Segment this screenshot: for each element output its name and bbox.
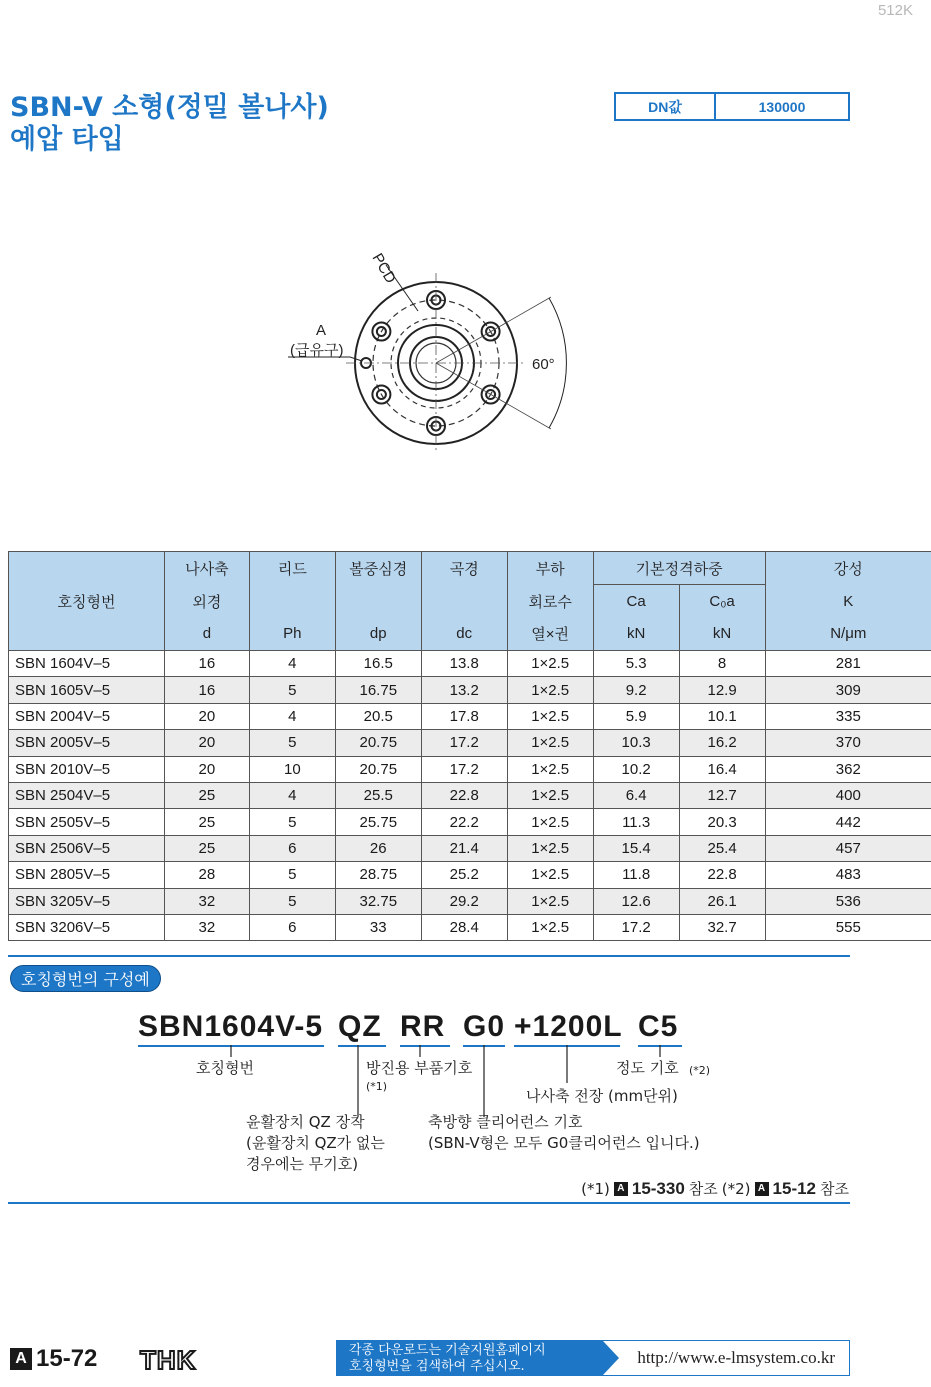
table-cell: 309 xyxy=(765,677,931,703)
cell-model: SBN 1604V–5 xyxy=(9,651,165,677)
table-cell: 1×2.5 xyxy=(507,756,593,782)
table-cell: 4 xyxy=(249,782,335,808)
table-cell: 16 xyxy=(164,677,249,703)
table-cell: 25.4 xyxy=(679,835,765,861)
table-row xyxy=(9,914,931,940)
table-cell: 400 xyxy=(765,782,931,808)
th-shaft-c: d xyxy=(164,618,249,651)
table-cell: 555 xyxy=(765,914,931,940)
cell-model: SBN 2506V–5 xyxy=(9,835,165,861)
th-load-c: 열×권 xyxy=(507,618,593,651)
flange-diagram xyxy=(280,245,600,480)
table-row xyxy=(9,730,931,756)
table-cell: 1×2.5 xyxy=(507,677,593,703)
table-cell: 1×2.5 xyxy=(507,888,593,914)
label-qz xyxy=(246,1112,385,1175)
table-cell: 8 xyxy=(679,651,765,677)
table-cell: 6 xyxy=(249,914,335,940)
th-load-a: 부하 xyxy=(507,552,593,585)
table-cell: 16.5 xyxy=(335,651,421,677)
footnote-divider xyxy=(8,1202,850,1204)
table-cell: 1×2.5 xyxy=(507,703,593,729)
cell-model: SBN 2505V–5 xyxy=(9,809,165,835)
table-cell: 483 xyxy=(765,862,931,888)
table-cell: 26.1 xyxy=(679,888,765,914)
table-cell: 5 xyxy=(249,677,335,703)
section-mark-icon: A xyxy=(10,1348,32,1370)
table-cell: 5 xyxy=(249,809,335,835)
table-cell: 5.3 xyxy=(593,651,679,677)
spec-table-body xyxy=(9,651,931,941)
dn-value-box xyxy=(614,92,850,121)
section-divider xyxy=(8,955,850,957)
table-cell: 457 xyxy=(765,835,931,861)
cell-model: SBN 3205V–5 xyxy=(9,888,165,914)
cell-model: SBN 2005V–5 xyxy=(9,730,165,756)
a-sub-label: (급유구) xyxy=(290,342,344,359)
label-g0-line2: (SBN-V형은 모두 G0클리어런스 입니다.) xyxy=(428,1134,700,1152)
table-cell: 10 xyxy=(249,756,335,782)
label-c5: 정도 기호 xyxy=(616,1059,679,1077)
cell-model: SBN 1605V–5 xyxy=(9,677,165,703)
banner-line-2: 호칭형번을 검색하여 주십시오. xyxy=(349,1359,525,1374)
table-cell: 17.8 xyxy=(421,703,507,729)
title-line-2: 예압 타입 xyxy=(10,124,124,155)
table-cell: 17.2 xyxy=(421,756,507,782)
table-cell: 26 xyxy=(335,835,421,861)
th-pcd-b xyxy=(335,585,421,618)
table-cell: 32 xyxy=(164,888,249,914)
th-ca-b: Ca xyxy=(593,585,679,618)
a-label: A xyxy=(316,322,327,339)
table-cell: 1×2.5 xyxy=(507,730,593,756)
footnote-2-tail: 참조 xyxy=(820,1180,849,1198)
label-qz-line1: 윤활장치 QZ 장착 xyxy=(246,1113,365,1131)
label-g0-line1: 축방향 클리어런스 기호 xyxy=(428,1113,583,1131)
table-cell: 335 xyxy=(765,703,931,729)
table-cell: 25 xyxy=(164,835,249,861)
label-c5-note: (*2) xyxy=(689,1064,711,1077)
footnote-1-ref[interactable]: 15-330 xyxy=(631,1178,685,1198)
table-cell: 29.2 xyxy=(421,888,507,914)
table-cell: 20.75 xyxy=(335,730,421,756)
spec-table xyxy=(8,551,931,941)
table-cell: 15.4 xyxy=(593,835,679,861)
label-qz-line3: 경우에는 무기호) xyxy=(246,1155,359,1173)
table-row xyxy=(9,703,931,729)
table-cell: 20.3 xyxy=(679,809,765,835)
th-lead-c: Ph xyxy=(249,618,335,651)
footnote-1-tail: 참조 xyxy=(688,1180,718,1198)
table-cell: 1×2.5 xyxy=(507,782,593,808)
section-mark-icon: A xyxy=(614,1182,628,1196)
th-lead-a: 리드 xyxy=(249,552,335,585)
website-link[interactable]: http://www.e-lmsystem.co.kr xyxy=(637,1348,835,1367)
label-length: 나사축 전장 (mm단위) xyxy=(526,1087,678,1105)
section-mark-icon: A xyxy=(755,1182,769,1196)
th-root-b xyxy=(421,585,507,618)
dn-value: 130000 xyxy=(758,98,806,115)
table-cell: 10.3 xyxy=(593,730,679,756)
th-pcd-a: 볼중심경 xyxy=(335,552,421,585)
table-cell: 25.75 xyxy=(335,809,421,835)
table-cell: 25 xyxy=(164,809,249,835)
code-seg-rr: RR xyxy=(400,1010,446,1043)
code-seg-model: SBN1604V-5 xyxy=(138,1010,324,1043)
table-cell: 25.2 xyxy=(421,862,507,888)
table-cell: 28 xyxy=(164,862,249,888)
table-cell: 20 xyxy=(164,703,249,729)
th-shaft-b: 외경 xyxy=(164,585,249,618)
code-seg-c5: C5 xyxy=(638,1010,679,1043)
table-row xyxy=(9,782,931,808)
table-cell: 32.7 xyxy=(679,914,765,940)
page-number xyxy=(10,1345,97,1373)
code-seg-g0: G0 xyxy=(463,1010,506,1043)
title-line-1: SBN-V 소형(정밀 볼나사) xyxy=(10,92,329,123)
table-cell: 28.4 xyxy=(421,914,507,940)
table-cell: 17.2 xyxy=(421,730,507,756)
table-cell: 5 xyxy=(249,888,335,914)
table-cell: 1×2.5 xyxy=(507,809,593,835)
table-cell: 22.8 xyxy=(679,862,765,888)
page-code: 512K xyxy=(877,2,913,19)
page-number-text: 15-72 xyxy=(36,1345,98,1372)
table-cell: 536 xyxy=(765,888,931,914)
table-cell: 22.2 xyxy=(421,809,507,835)
footnote-2-num: (*2) xyxy=(721,1179,751,1198)
cell-model: SBN 2010V–5 xyxy=(9,756,165,782)
th-pcd-c: dp xyxy=(335,618,421,651)
table-cell: 1×2.5 xyxy=(507,862,593,888)
th-root-a: 곡경 xyxy=(421,552,507,585)
arrow-right-icon xyxy=(603,1341,619,1375)
table-cell: 9.2 xyxy=(593,677,679,703)
table-row xyxy=(9,888,931,914)
label-qz-line2: (윤활장치 QZ가 없는 xyxy=(246,1134,385,1152)
table-cell: 4 xyxy=(249,703,335,729)
table-cell: 33 xyxy=(335,914,421,940)
table-cell: 25 xyxy=(164,782,249,808)
table-cell: 442 xyxy=(765,809,931,835)
table-cell: 5 xyxy=(249,730,335,756)
banner-line-1: 각종 다운로드는 기술지원홈페이지 xyxy=(349,1343,546,1358)
angle-label: 60° xyxy=(532,356,555,373)
pcd-label: PCD xyxy=(368,250,400,287)
page-title xyxy=(10,92,329,156)
cell-model: SBN 3206V–5 xyxy=(9,914,165,940)
table-cell: 32.75 xyxy=(335,888,421,914)
cell-model: SBN 2504V–5 xyxy=(9,782,165,808)
table-cell: 1×2.5 xyxy=(507,835,593,861)
th-shaft-a: 나사축 xyxy=(164,552,249,585)
cell-model: SBN 2805V–5 xyxy=(9,862,165,888)
footnote-1-num: (*1) xyxy=(581,1179,610,1198)
table-cell: 20 xyxy=(164,756,249,782)
table-cell: 281 xyxy=(765,651,931,677)
table-cell: 12.9 xyxy=(679,677,765,703)
table-cell: 12.6 xyxy=(593,888,679,914)
label-rr-note: (*1) xyxy=(366,1080,388,1093)
label-model: 호칭형번 xyxy=(196,1059,254,1077)
banner-text xyxy=(337,1341,603,1375)
table-cell: 25.5 xyxy=(335,782,421,808)
th-stiff-c: N/μm xyxy=(765,618,931,651)
table-cell: 362 xyxy=(765,756,931,782)
label-rr: 방진용 부품기호 xyxy=(366,1059,473,1077)
table-cell: 6.4 xyxy=(593,782,679,808)
th-rating: 기본정격하중 xyxy=(593,552,765,585)
section-title: 호칭형번의 구성예 xyxy=(10,965,161,992)
table-cell: 11.8 xyxy=(593,862,679,888)
th-ca-c: kN xyxy=(593,618,679,651)
code-seg-length: +1200L xyxy=(514,1010,623,1043)
table-cell: 20 xyxy=(164,730,249,756)
code-seg-qz: QZ xyxy=(338,1010,382,1043)
label-g0 xyxy=(428,1112,700,1154)
table-cell: 16.75 xyxy=(335,677,421,703)
table-cell: 20.5 xyxy=(335,703,421,729)
dn-label: DN값 xyxy=(616,94,716,119)
thk-logo: THK xyxy=(140,1345,197,1375)
table-cell: 10.1 xyxy=(679,703,765,729)
table-cell: 370 xyxy=(765,730,931,756)
table-row xyxy=(9,756,931,782)
table-cell: 13.2 xyxy=(421,677,507,703)
table-cell: 17.2 xyxy=(593,914,679,940)
reference-footnote xyxy=(581,1178,849,1199)
table-row xyxy=(9,677,931,703)
cell-model: SBN 2004V–5 xyxy=(9,703,165,729)
table-cell: 22.8 xyxy=(421,782,507,808)
table-cell: 1×2.5 xyxy=(507,914,593,940)
table-cell: 6 xyxy=(249,835,335,861)
table-cell: 28.75 xyxy=(335,862,421,888)
th-lead-b xyxy=(249,585,335,618)
th-stiff-b: K xyxy=(765,585,931,618)
table-row xyxy=(9,862,931,888)
table-cell: 1×2.5 xyxy=(507,651,593,677)
table-cell: 16.2 xyxy=(679,730,765,756)
table-row xyxy=(9,809,931,835)
table-row xyxy=(9,651,931,677)
table-cell: 21.4 xyxy=(421,835,507,861)
th-root-c: dc xyxy=(421,618,507,651)
table-cell: 20.75 xyxy=(335,756,421,782)
table-cell: 5.9 xyxy=(593,703,679,729)
table-row xyxy=(9,835,931,861)
table-cell: 13.8 xyxy=(421,651,507,677)
th-load-b: 회로수 xyxy=(507,585,593,618)
table-cell: 5 xyxy=(249,862,335,888)
table-cell: 10.2 xyxy=(593,756,679,782)
table-cell: 11.3 xyxy=(593,809,679,835)
download-banner[interactable] xyxy=(336,1340,850,1376)
th-stiff-a: 강성 xyxy=(765,552,931,585)
th-c0a-b: C₀a xyxy=(679,585,765,618)
table-cell: 16 xyxy=(164,651,249,677)
table-cell: 16.4 xyxy=(679,756,765,782)
table-cell: 12.7 xyxy=(679,782,765,808)
footnote-2-ref[interactable]: 15-12 xyxy=(772,1178,817,1198)
th-c0a-c: kN xyxy=(679,618,765,651)
table-cell: 32 xyxy=(164,914,249,940)
table-cell: 4 xyxy=(249,651,335,677)
th-model: 호칭형번 xyxy=(9,552,165,651)
